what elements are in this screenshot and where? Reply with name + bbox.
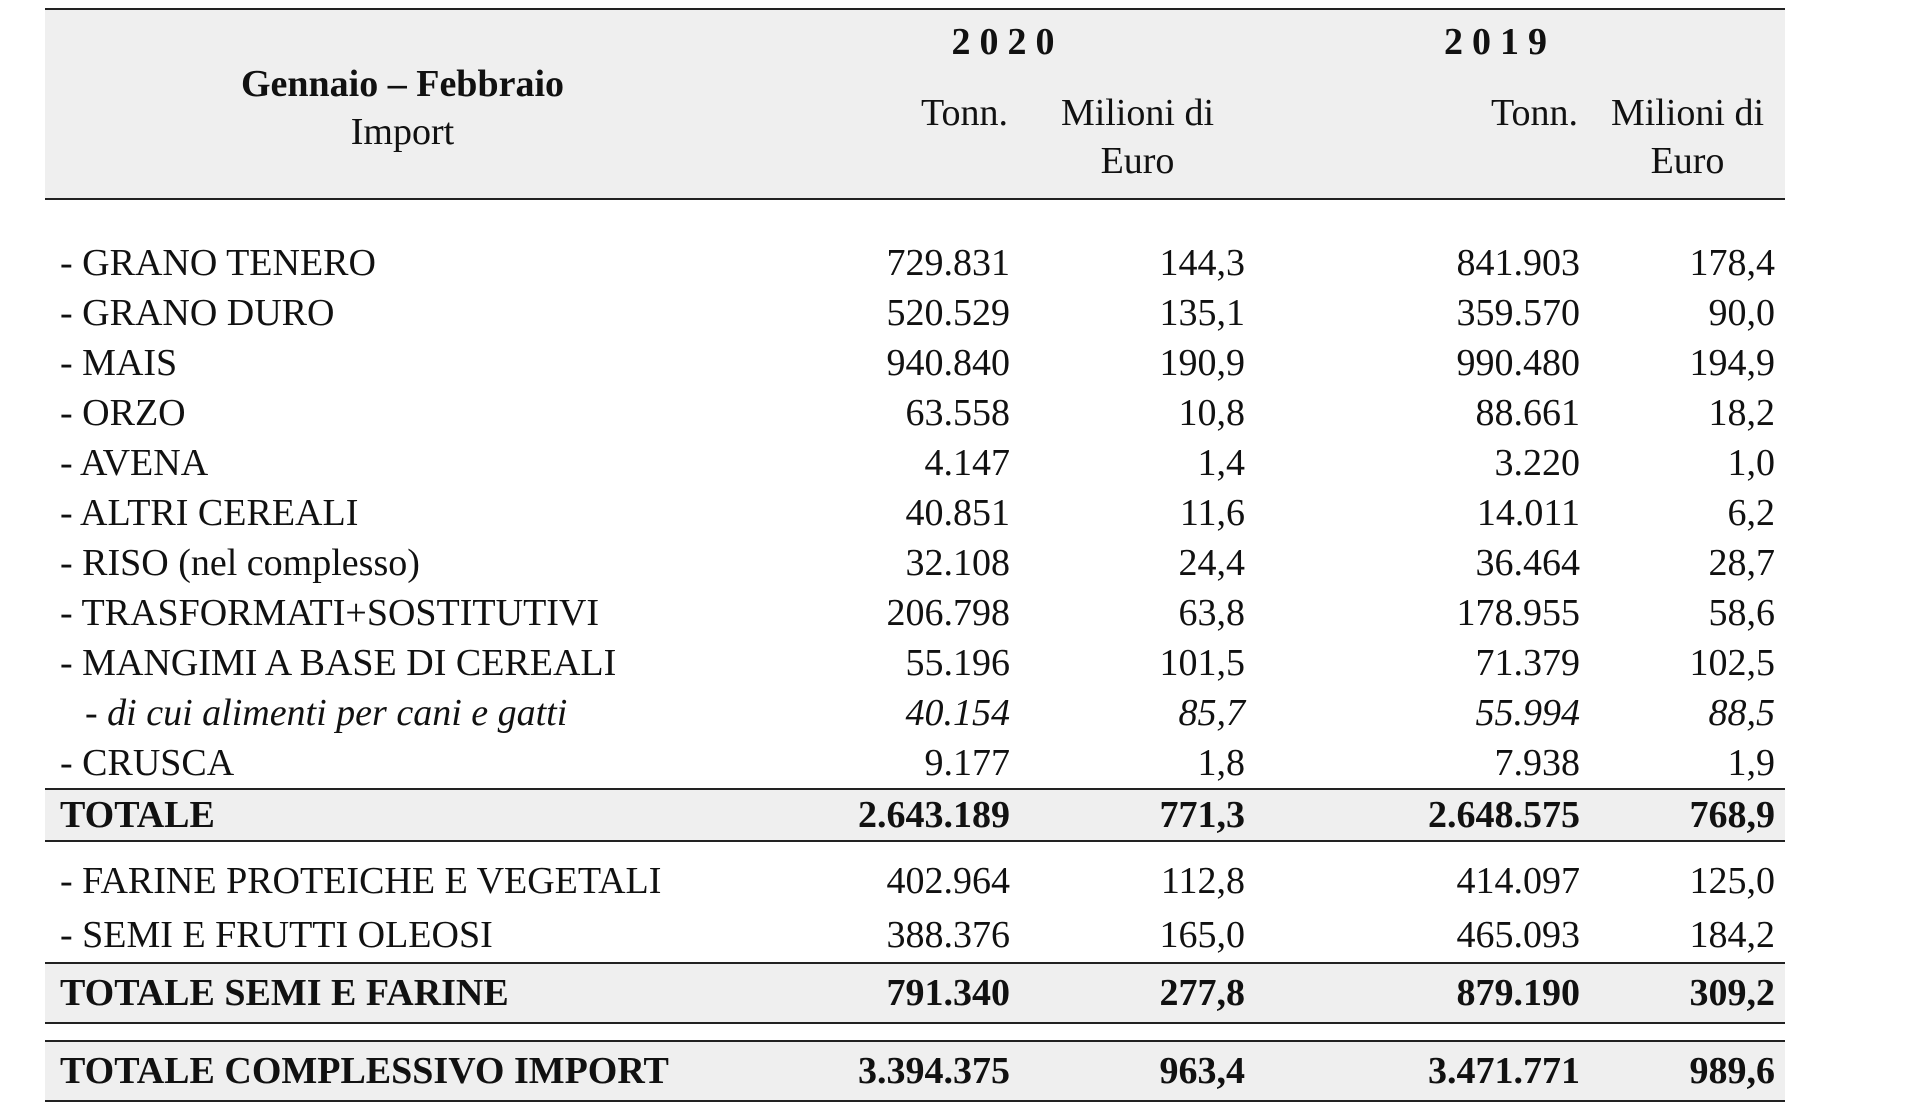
tonn-2020: 40.851 bbox=[905, 492, 1010, 534]
row-label: - MANGIMI A BASE DI CEREALI bbox=[60, 642, 617, 684]
total-eur-2019: 768,9 bbox=[1590, 789, 1785, 841]
tonn-2019: 841.903 bbox=[1456, 242, 1580, 284]
unit-tonn-2020: Tonn. bbox=[760, 89, 1020, 199]
total-complessivo-tonn-2020: 3.394.375 bbox=[760, 1041, 1020, 1101]
table-row bbox=[45, 288, 1785, 338]
tonn-2019: 71.379 bbox=[1475, 642, 1580, 684]
unit-eur-2019-line1: Milioni di bbox=[1610, 92, 1765, 134]
row-label: - GRANO DURO bbox=[60, 292, 335, 334]
eur-2019: 194,9 bbox=[1689, 342, 1775, 384]
row-label: - SEMI E FRUTTI OLEOSI bbox=[60, 914, 493, 956]
tonn-2020: 40.154 bbox=[905, 692, 1010, 734]
table-row bbox=[45, 438, 1785, 488]
unit-eur-2019 bbox=[1590, 89, 1785, 199]
table-body bbox=[45, 199, 1785, 1101]
eur-2019: 88,5 bbox=[1708, 692, 1775, 734]
total-tonn-2019: 2.648.575 bbox=[1255, 789, 1590, 841]
total-complessivo-eur-2019: 989,6 bbox=[1590, 1041, 1785, 1101]
tonn-2020: 520.529 bbox=[886, 292, 1010, 334]
table-row bbox=[45, 538, 1785, 588]
eur-2020: 165,0 bbox=[1159, 914, 1245, 956]
eur-2020: 112,8 bbox=[1160, 860, 1245, 902]
row-label: - FARINE PROTEICHE E VEGETALI bbox=[60, 860, 662, 902]
table-header bbox=[45, 9, 1785, 199]
table-row-subitem bbox=[45, 688, 1785, 738]
import-table bbox=[45, 8, 1785, 1102]
tonn-2020: 55.196 bbox=[905, 642, 1010, 684]
eur-2020: 135,1 bbox=[1159, 292, 1245, 334]
tonn-2020: 4.147 bbox=[924, 442, 1010, 484]
tonn-2019: 178.955 bbox=[1456, 592, 1580, 634]
tonn-2020: 63.558 bbox=[905, 392, 1010, 434]
row-label: - MAIS bbox=[60, 342, 178, 384]
eur-2020: 85,7 bbox=[1178, 692, 1245, 734]
table-row bbox=[45, 388, 1785, 438]
row-label: - ALTRI CEREALI bbox=[60, 492, 359, 534]
total-semi-eur-2020: 277,8 bbox=[1020, 963, 1255, 1023]
flow-label: Import bbox=[350, 111, 455, 153]
eur-2020: 11,6 bbox=[1179, 492, 1245, 534]
tonn-2019: 14.011 bbox=[1476, 492, 1580, 534]
header-label-cell bbox=[45, 9, 760, 199]
total-complessivo-label: TOTALE COMPLESSIVO IMPORT bbox=[45, 1041, 760, 1101]
table-row bbox=[45, 854, 1785, 908]
eur-2020: 1,4 bbox=[1197, 442, 1245, 484]
period-label: Gennaio – Febbraio bbox=[240, 63, 565, 105]
total-complessivo-tonn-2019: 3.471.771 bbox=[1255, 1041, 1590, 1101]
row-label: - RISO (nel complesso) bbox=[60, 542, 420, 584]
year-2020-header: 2020 bbox=[760, 9, 1255, 89]
table-row bbox=[45, 588, 1785, 638]
total-complessivo-eur-2020: 963,4 bbox=[1020, 1041, 1255, 1101]
tonn-2020: 9.177 bbox=[924, 742, 1010, 784]
eur-2019: 28,7 bbox=[1708, 542, 1775, 584]
table-row bbox=[45, 738, 1785, 789]
tonn-2019: 88.661 bbox=[1475, 392, 1580, 434]
tonn-2020: 402.964 bbox=[886, 860, 1010, 902]
table-row bbox=[45, 238, 1785, 288]
eur-2019: 102,5 bbox=[1689, 642, 1775, 684]
eur-2019: 184,2 bbox=[1689, 914, 1775, 956]
tonn-2019: 359.570 bbox=[1456, 292, 1580, 334]
eur-2019: 90,0 bbox=[1708, 292, 1775, 334]
tonn-2019: 990.480 bbox=[1456, 342, 1580, 384]
total-semi-tonn-2020: 791.340 bbox=[760, 963, 1020, 1023]
row-label: - TRASFORMATI+SOSTITUTIVI bbox=[60, 592, 600, 634]
eur-2019: 1,0 bbox=[1727, 442, 1775, 484]
tonn-2019: 55.994 bbox=[1475, 692, 1580, 734]
total-semi-tonn-2019: 879.190 bbox=[1255, 963, 1590, 1023]
tonn-2020: 729.831 bbox=[886, 242, 1010, 284]
table-row bbox=[45, 638, 1785, 688]
eur-2020: 1,8 bbox=[1197, 742, 1245, 784]
total-row bbox=[45, 789, 1785, 841]
table-row bbox=[45, 908, 1785, 963]
total-tonn-2020: 2.643.189 bbox=[760, 789, 1020, 841]
tonn-2020: 940.840 bbox=[886, 342, 1010, 384]
tonn-2019: 3.220 bbox=[1494, 442, 1580, 484]
table-row bbox=[45, 488, 1785, 538]
unit-eur-2020 bbox=[1020, 89, 1255, 199]
row-label: - AVENA bbox=[60, 442, 209, 484]
unit-eur-2020-line2: Euro bbox=[1100, 140, 1175, 182]
year-2019-header: 2019 bbox=[1255, 9, 1785, 89]
total-semi-eur-2019: 309,2 bbox=[1590, 963, 1785, 1023]
eur-2020: 24,4 bbox=[1178, 542, 1245, 584]
row-label: - GRANO TENERO bbox=[60, 242, 376, 284]
eur-2020: 63,8 bbox=[1178, 592, 1245, 634]
eur-2019: 58,6 bbox=[1708, 592, 1775, 634]
total-semi-row bbox=[45, 963, 1785, 1023]
tonn-2020: 388.376 bbox=[886, 914, 1010, 956]
eur-2019: 125,0 bbox=[1689, 860, 1775, 902]
unit-eur-2020-line1: Milioni di bbox=[1060, 92, 1215, 134]
tonn-2019: 7.938 bbox=[1494, 742, 1580, 784]
row-label: - CRUSCA bbox=[60, 742, 235, 784]
total-eur-2020: 771,3 bbox=[1020, 789, 1255, 841]
eur-2019: 1,9 bbox=[1727, 742, 1775, 784]
eur-2020: 10,8 bbox=[1178, 392, 1245, 434]
unit-tonn-2019: Tonn. bbox=[1255, 89, 1590, 199]
table-row bbox=[45, 338, 1785, 388]
tonn-2020: 32.108 bbox=[905, 542, 1010, 584]
eur-2020: 190,9 bbox=[1159, 342, 1245, 384]
unit-eur-2019-line2: Euro bbox=[1650, 140, 1725, 182]
total-complessivo-row bbox=[45, 1041, 1785, 1101]
row-label: - ORZO bbox=[60, 392, 186, 434]
row-label: - di cui alimenti per cani e gatti bbox=[85, 692, 568, 734]
eur-2019: 6,2 bbox=[1727, 492, 1775, 534]
eur-2019: 18,2 bbox=[1708, 392, 1775, 434]
eur-2020: 101,5 bbox=[1159, 642, 1245, 684]
eur-2020: 144,3 bbox=[1159, 242, 1245, 284]
tonn-2020: 206.798 bbox=[886, 592, 1010, 634]
tonn-2019: 465.093 bbox=[1456, 914, 1580, 956]
total-semi-label: TOTALE SEMI E FARINE bbox=[45, 963, 760, 1023]
tonn-2019: 414.097 bbox=[1456, 860, 1580, 902]
eur-2019: 178,4 bbox=[1689, 242, 1775, 284]
total-label: TOTALE bbox=[45, 789, 760, 841]
tonn-2019: 36.464 bbox=[1475, 542, 1580, 584]
